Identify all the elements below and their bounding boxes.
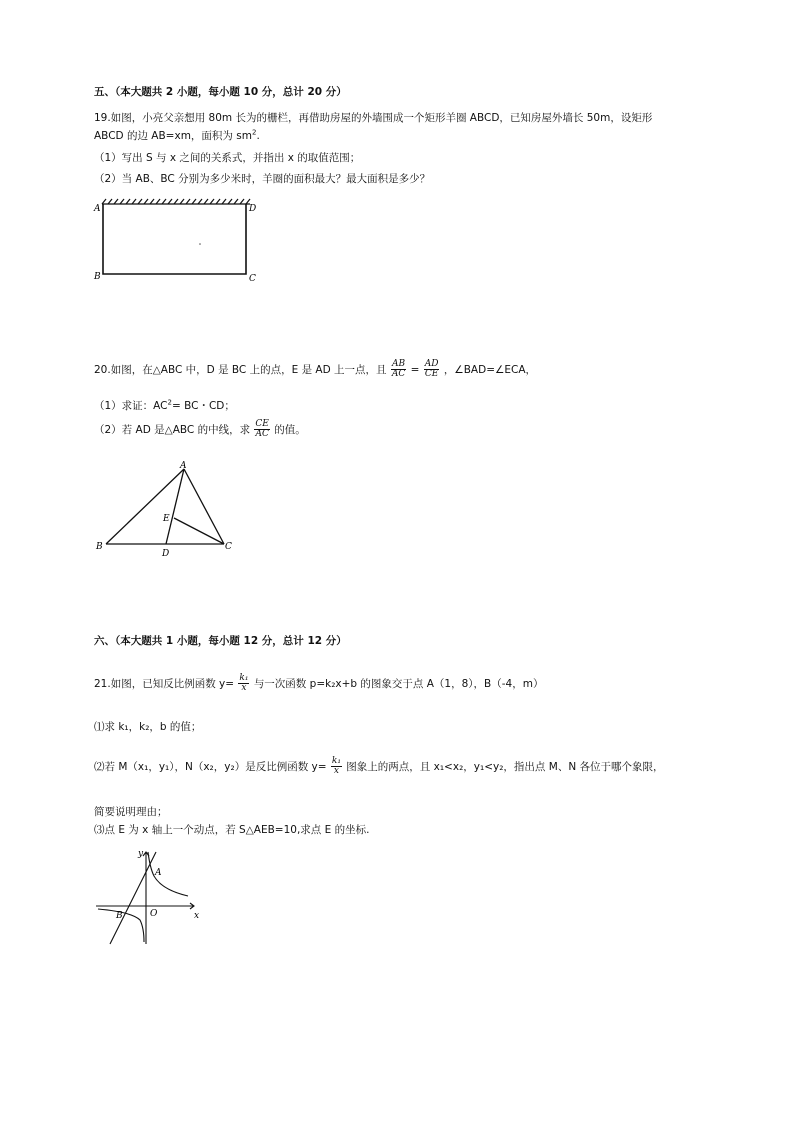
- label-D: D: [249, 204, 257, 214]
- q20-part2: [94, 420, 306, 440]
- q20-triangle-figure: [90, 460, 240, 560]
- q19-part1: （1）写出 S 与 x 之间的关系式，并指出 x 的取值范围；: [94, 152, 361, 164]
- q21-fraction-k1-x-2: [331, 757, 342, 777]
- q20-part1-text: （1）求证：AC: [94, 400, 168, 412]
- label-B: B: [116, 911, 123, 921]
- frac-den: AC: [255, 429, 269, 440]
- label-C: C: [225, 542, 232, 552]
- label-D: D: [162, 549, 170, 559]
- q19-line2-end: .: [256, 130, 260, 142]
- frac-den: x: [333, 766, 339, 777]
- q19-rectangle-figure: [90, 196, 270, 286]
- label-C: C: [249, 274, 256, 284]
- label-A: A: [180, 461, 187, 471]
- q21-part2-text: ⑵若 M（x₁，y₁），N（x₂，y₂）是反比例函数 y=: [94, 760, 327, 773]
- q20-fraction-ab-ac: [391, 360, 406, 380]
- q20-part2-end: 的值。: [274, 423, 306, 436]
- q20-equals: =: [410, 363, 420, 376]
- frac-num: k₁: [239, 673, 249, 683]
- section6-heading: 六、（本大题共 1 小题，每小题 12 分，总计 12 分）: [94, 635, 347, 647]
- label-A: A: [155, 868, 162, 878]
- q19-line2: [94, 128, 260, 143]
- q20-part2-text: （2）若 AD 是△ABC 的中线，求: [94, 423, 251, 436]
- q20-fraction-ce-ac: [254, 420, 269, 440]
- q20-sup: 2: [167, 398, 172, 407]
- frac-num: AD: [424, 359, 439, 369]
- frac-den: CE: [424, 369, 439, 380]
- q21-graph-figure: [92, 846, 207, 946]
- q20-line1: [94, 360, 536, 380]
- hyperbola-first-quadrant: [148, 852, 188, 896]
- label-x: x: [194, 911, 200, 921]
- label-y: y: [138, 849, 144, 859]
- label-O: O: [150, 909, 158, 919]
- q20-part1-end: = BC・CD；: [171, 400, 235, 412]
- q21-part2-cont: 简要说明理由；: [94, 806, 168, 818]
- label-A: A: [94, 204, 101, 214]
- q20-line1-end: ，∠BAD=∠ECA，: [443, 363, 537, 376]
- q21-part2-end: 图象上的两点，且 x₁<x₂，y₁<y₂，指出点 M、N 各位于哪个象限，: [346, 760, 664, 773]
- frac-den: AC: [391, 369, 406, 380]
- label-B: B: [94, 272, 101, 282]
- wall-hatching: [102, 199, 250, 204]
- frac-num: AB: [391, 359, 406, 369]
- q19-sup: 2: [251, 128, 257, 137]
- q21-line1-text: 21.如图，已知反比例函数 y=: [94, 677, 235, 690]
- section5-heading: 五、（本大题共 2 小题，每小题 10 分，总计 20 分）: [94, 86, 347, 98]
- frac-num: k₁: [331, 756, 341, 766]
- q20-part1: [94, 398, 235, 413]
- q21-part1: ⑴求 k₁，k₂，b 的值；: [94, 721, 202, 733]
- q21-part3: ⑶点 E 为 x 轴上一个动点，若 S△AEB=10,求点 E 的坐标.: [94, 824, 370, 836]
- q19-line1: 19.如图，小亮父亲想用 80m 长为的栅栏，再借助房屋的外墙围成一个矩形羊圈 ABCD，已知房屋外墙长 50m，设矩形: [94, 112, 653, 124]
- fence-outline: [103, 204, 246, 274]
- q19-part2: （2）当 AB、BC 分别为多少米时，羊圈的面积最大？最大面积是多少？: [94, 173, 431, 185]
- q21-line1-end: 与一次函数 p=k₂x+b 的图象交于点 A（1，8），B（-4，m）: [253, 677, 544, 690]
- q21-part2: [94, 757, 664, 777]
- label-E: E: [163, 514, 170, 524]
- linear-function-line: [110, 852, 156, 944]
- frac-num: CE: [255, 419, 269, 429]
- label-B: B: [96, 542, 103, 552]
- q21-fraction-k1-x: [238, 674, 249, 694]
- q21-line1: [94, 674, 543, 694]
- q19-line2-text: ABCD 的边 AB=xm，面积为 sm: [94, 130, 252, 142]
- frac-den: x: [241, 683, 247, 694]
- center-dot: [199, 243, 201, 245]
- q20-fraction-ad-ce: [424, 360, 440, 380]
- q20-line1-text: 20.如图，在△ABC 中，D 是 BC 上的点，E 是 AD 上一点，且: [94, 363, 387, 376]
